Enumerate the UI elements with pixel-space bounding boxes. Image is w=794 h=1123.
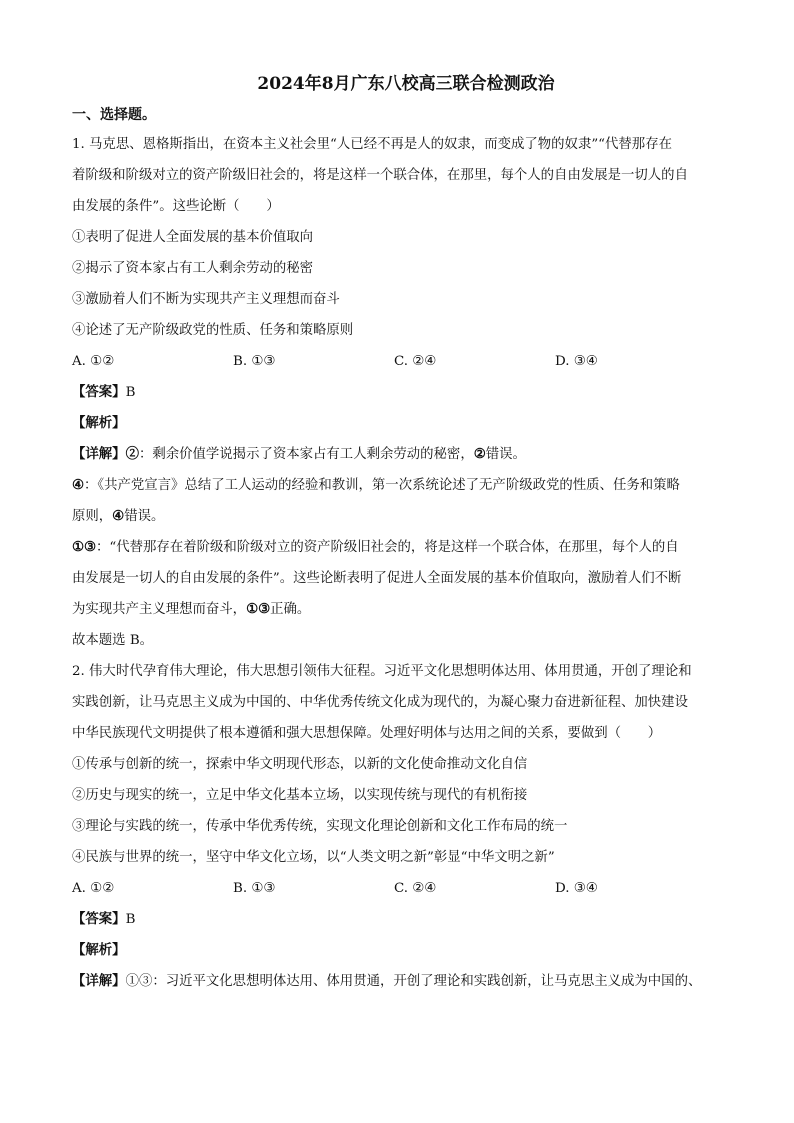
question-2-statement-2: ②历史与现实的统一，立足中华文化基本立场，以实现传统与现代的有机衔接 [72, 788, 528, 803]
question-2-statement-4: ④民族与世界的统一，坚守中华文化立场，以“人类文明之新”彰显“中华文明之新” [72, 850, 555, 865]
detail-text: 错误。 [485, 447, 526, 462]
question-2-detail-1 [72, 966, 736, 997]
detail-text: ：《共产党宣言》总结了工人运动的经验和教训，第一次系统论述了无产阶级政党的性质、任务和策略 [84, 478, 680, 493]
question-2-stem-line-2: 实践创新，让马克思主义成为中国的、中华优秀传统文化成为现代的，为凝心聚力奋进新征程、加快建设 [72, 695, 688, 710]
detail-text: 错误。 [124, 509, 165, 524]
detail-label: 【详解】 [72, 446, 126, 462]
document-page [72, 70, 736, 997]
option-d: D. ③④ [555, 354, 598, 369]
option-b: B. ①③ [233, 881, 276, 896]
question-1-conclusion: 故本题选 B。 [72, 633, 154, 648]
detail-mark: ①③ [246, 601, 271, 617]
detail-mark: ② [473, 446, 486, 462]
question-2-statement-3: ③理论与实践的统一，传承中华优秀传统，实现文化理论创新和文化工作布局的统一 [72, 819, 568, 834]
question-1-analysis-label [72, 408, 736, 439]
option-c: C. ②④ [394, 881, 437, 896]
analysis-label: 【解析】 [72, 415, 126, 431]
answer-value: B [125, 385, 136, 400]
question-1-stem-line-2: 着阶级和阶级对立的资产阶级旧社会的，将是这样一个联合体，在那里，每个人的自由发展是一切人的自 [72, 168, 688, 183]
question-1 [72, 129, 736, 656]
detail-text: ：剩余价值学说揭示了资本家占有工人剩余劳动的秘密， [138, 447, 474, 462]
question-1-answer [72, 377, 736, 408]
detail-text: ：“代替那存在着阶级和阶级对立的资产阶级旧社会的，将是这样一个联合体，在那里，每个人的自 [96, 540, 679, 555]
answer-label: 【答案】 [72, 911, 126, 927]
page-title: 2024年8月广东八校高三联合检测政治 [257, 74, 555, 94]
detail-mark: ①③ [72, 539, 97, 555]
question-1-detail-3-line-2: 由发展是一切人的自由发展的条件”。这些论断表明了促进人全面发展的基本价值取向，激励着人们不断 [72, 571, 682, 586]
detail-mark: ④ [72, 477, 85, 493]
answer-label: 【答案】 [72, 384, 126, 400]
question-1-detail-2-line-2 [72, 501, 736, 532]
detail-label: 【详解】 [72, 973, 126, 989]
question-1-options [72, 346, 736, 377]
section-heading: 一、选择题。 [72, 107, 156, 123]
option-d: D. ③④ [555, 881, 598, 896]
detail-mark: ④ [112, 508, 125, 524]
option-a: A. ①② [72, 881, 115, 896]
question-2-stem-line-1: 2. 伟大时代孕育伟大理论，伟大思想引领伟大征程。习近平文化思想明体达用、体用贯通，开创了理论和 [72, 664, 692, 679]
question-1-statement-2: ②揭示了资本家占有工人剩余劳动的秘密 [72, 261, 314, 276]
option-a: A. ①② [72, 354, 115, 369]
question-1-statement-1: ①表明了促进人全面发展的基本价值取向 [72, 230, 314, 245]
question-2-stem-line-3: 中华民族现代文明提供了根本遵循和强大思想保障。处理好明体与达用之间的关系，要做到（ ） [72, 726, 662, 741]
detail-text: 正确。 [270, 602, 311, 617]
detail-text: 为实现共产主义理想而奋斗， [72, 602, 247, 617]
question-2 [72, 656, 736, 997]
detail-mark: ② [125, 446, 139, 462]
question-1-detail-2-line-1 [72, 470, 736, 501]
question-2-statement-1: ①传承与创新的统一，探索中华文明现代形态，以新的文化使命推动文化自信 [72, 757, 528, 772]
question-2-options [72, 873, 736, 904]
option-c: C. ②④ [394, 354, 437, 369]
question-1-detail-1 [72, 439, 736, 470]
question-1-stem-line-3: 由发展的条件”。这些论断（ ） [72, 199, 280, 214]
question-2-analysis-label [72, 935, 736, 966]
detail-text: 原则， [72, 509, 113, 524]
question-1-statement-3: ③激励着人们不断为实现共产主义理想而奋斗 [72, 292, 340, 307]
question-2-answer [72, 904, 736, 935]
question-1-detail-3-line-3 [72, 594, 736, 625]
question-1-statement-4: ④论述了无产阶级政党的性质、任务和策略原则 [72, 323, 354, 338]
answer-value: B [125, 912, 136, 927]
option-b: B. ①③ [233, 354, 276, 369]
question-1-stem-line-1: 1. 马克思、恩格斯指出，在资本主义社会里“人已经不再是人的奴隶，而变成了物的奴隶”“代替那存在 [72, 137, 672, 152]
detail-text: ①③：习近平文化思想明体达用、体用贯通，开创了理论和实践创新，让马克思主义成为中国的、 [125, 974, 702, 989]
question-1-detail-3-line-1 [72, 532, 736, 563]
analysis-label: 【解析】 [72, 942, 126, 958]
